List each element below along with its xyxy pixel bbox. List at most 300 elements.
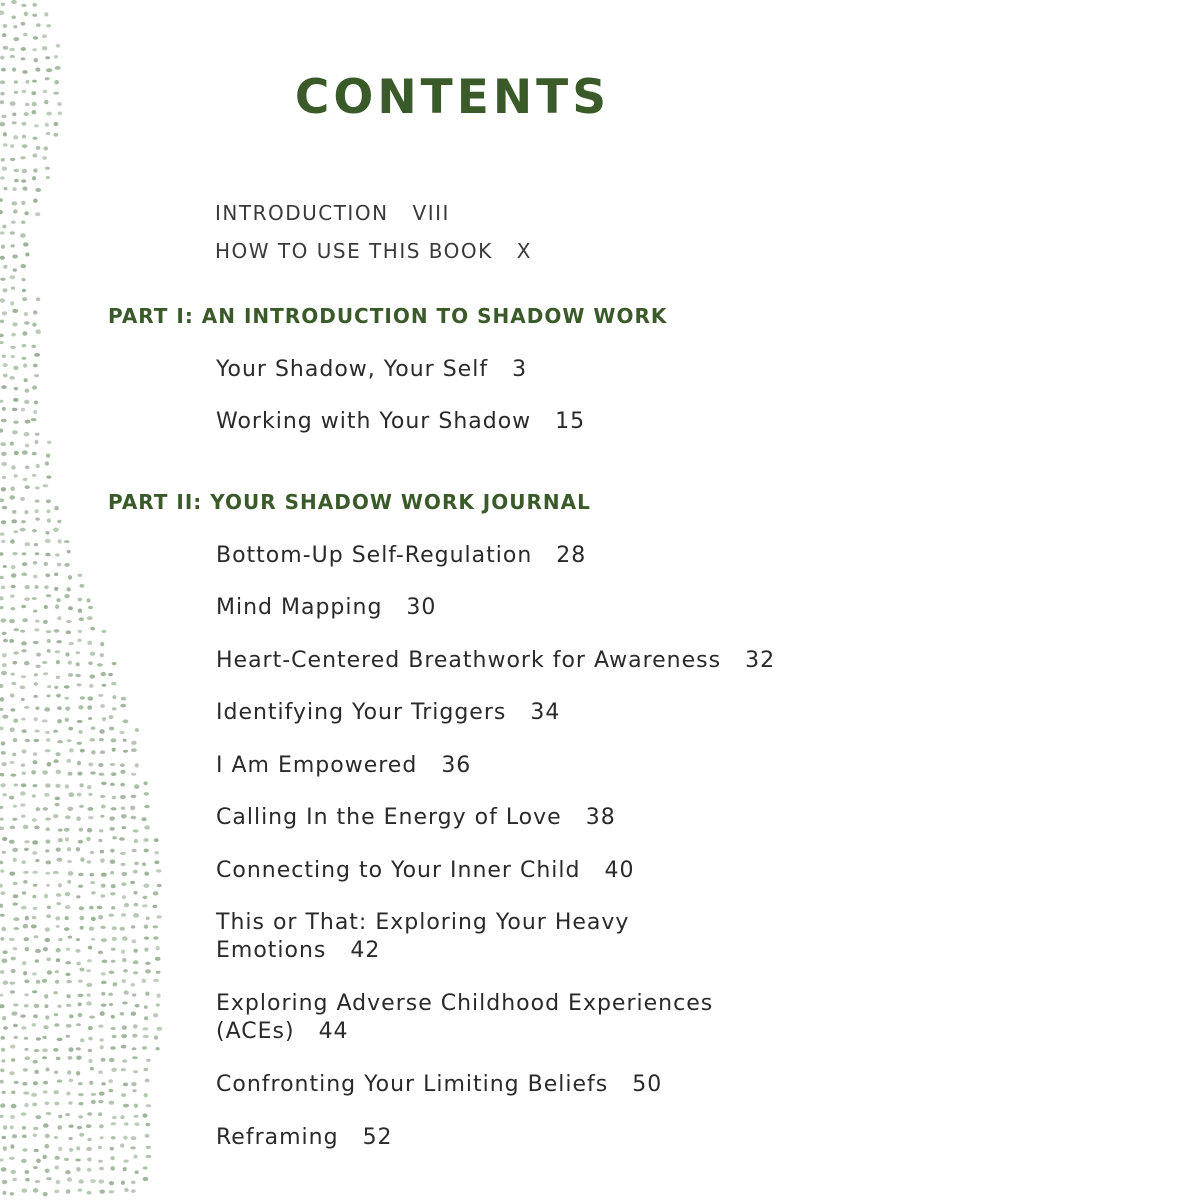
pattern-dot bbox=[35, 1180, 40, 1183]
pattern-dot bbox=[78, 980, 83, 983]
pattern-dot bbox=[122, 958, 127, 962]
pattern-dot bbox=[35, 859, 39, 862]
pattern-dot bbox=[34, 543, 38, 546]
pattern-dot bbox=[111, 1156, 115, 1160]
pattern-dot bbox=[43, 1036, 47, 1039]
pattern-dot bbox=[11, 969, 16, 973]
pattern-dot bbox=[123, 719, 129, 723]
toc-entry-label: Bottom-Up Self-Regulation bbox=[216, 543, 533, 568]
pattern-dot bbox=[54, 1102, 59, 1106]
pattern-dot bbox=[20, 233, 26, 238]
pattern-dot bbox=[135, 1004, 140, 1008]
pattern-dot bbox=[78, 1002, 82, 1006]
pattern-dot bbox=[42, 1048, 48, 1052]
pattern-dot bbox=[146, 1155, 152, 1158]
pattern-dot bbox=[35, 1115, 41, 1119]
pattern-dot bbox=[134, 903, 139, 907]
pattern-dot bbox=[23, 363, 27, 367]
pattern-dot bbox=[2, 950, 7, 954]
toc-entry[interactable] bbox=[216, 594, 436, 622]
pattern-dot bbox=[11, 585, 16, 589]
pattern-dot bbox=[131, 795, 137, 799]
pattern-dot bbox=[13, 805, 17, 808]
pattern-dot bbox=[143, 1113, 148, 1117]
pattern-dot bbox=[21, 605, 26, 608]
pattern-dot bbox=[121, 1093, 126, 1097]
pattern-dot bbox=[21, 906, 27, 910]
pattern-dot bbox=[1, 158, 5, 162]
pattern-dot bbox=[34, 585, 38, 589]
pattern-dot bbox=[13, 37, 19, 41]
pattern-dot bbox=[124, 1188, 129, 1192]
pattern-dot bbox=[112, 695, 116, 699]
pattern-dot bbox=[25, 1178, 29, 1182]
pattern-dot bbox=[22, 331, 27, 336]
pattern-dot bbox=[133, 829, 139, 832]
pattern-dot bbox=[65, 1113, 70, 1116]
pattern-dot bbox=[3, 288, 8, 292]
pattern-dot bbox=[10, 826, 16, 830]
pattern-dot bbox=[10, 708, 15, 711]
pattern-dot bbox=[1, 1048, 5, 1052]
pattern-dot bbox=[122, 936, 128, 941]
pattern-dot bbox=[78, 840, 83, 844]
pattern-dot bbox=[90, 674, 96, 678]
pattern-dot bbox=[2, 476, 6, 479]
pattern-dot bbox=[67, 847, 71, 851]
pattern-dot bbox=[87, 705, 92, 710]
pattern-dot bbox=[121, 913, 126, 917]
pattern-dot bbox=[33, 1014, 38, 1018]
pattern-dot bbox=[32, 14, 37, 17]
pattern-dot bbox=[111, 1015, 115, 1019]
toc-entry[interactable] bbox=[216, 699, 560, 727]
pattern-dot bbox=[98, 1146, 102, 1149]
pattern-dot bbox=[88, 717, 92, 720]
pattern-dot bbox=[32, 176, 36, 180]
pattern-dot bbox=[33, 784, 38, 787]
pattern-dot bbox=[80, 749, 85, 753]
pattern-dot bbox=[10, 158, 15, 161]
pattern-dot bbox=[21, 201, 26, 205]
toc-entry[interactable] bbox=[216, 752, 471, 780]
pattern-dot bbox=[2, 1016, 6, 1020]
pattern-dot bbox=[11, 333, 16, 337]
pattern-dot bbox=[101, 1082, 105, 1085]
pattern-dot bbox=[69, 1014, 73, 1018]
pattern-dot bbox=[13, 738, 18, 742]
toc-entry-page: 50 bbox=[632, 1072, 663, 1097]
pattern-dot bbox=[22, 289, 26, 292]
pattern-dot bbox=[120, 1143, 124, 1147]
pattern-dot bbox=[21, 698, 25, 701]
pattern-dot bbox=[13, 1024, 18, 1028]
pattern-dot bbox=[11, 565, 16, 569]
pattern-dot bbox=[109, 727, 115, 731]
pattern-dot bbox=[44, 994, 48, 999]
pattern-dot bbox=[64, 828, 70, 832]
pattern-dot bbox=[111, 1136, 116, 1139]
pattern-dot bbox=[32, 972, 37, 975]
pattern-dot bbox=[0, 576, 4, 580]
pattern-dot bbox=[33, 884, 38, 887]
pattern-dot bbox=[10, 442, 14, 446]
pattern-dot bbox=[153, 979, 159, 982]
pattern-dot bbox=[54, 587, 58, 591]
pattern-dot bbox=[144, 792, 149, 796]
pattern-dot bbox=[21, 641, 27, 645]
pattern-dot bbox=[23, 1068, 28, 1072]
pattern-dot bbox=[133, 913, 139, 918]
pattern-dot bbox=[21, 520, 26, 523]
pattern-dot bbox=[47, 639, 51, 643]
pattern-dot bbox=[33, 907, 38, 910]
pattern-dot bbox=[2, 225, 6, 229]
pattern-dot bbox=[153, 1013, 158, 1017]
pattern-dot bbox=[131, 748, 137, 752]
pattern-dot bbox=[111, 682, 116, 686]
pattern-dot bbox=[110, 1147, 114, 1151]
pattern-dot bbox=[66, 1092, 70, 1096]
pattern-dot bbox=[145, 962, 150, 965]
pattern-dot bbox=[110, 783, 115, 786]
toc-entry-page: 38 bbox=[585, 805, 616, 830]
pattern-dot bbox=[109, 715, 114, 719]
pattern-dot bbox=[58, 938, 62, 941]
pattern-dot bbox=[121, 1068, 126, 1071]
pattern-dot bbox=[47, 509, 51, 513]
pattern-dot bbox=[113, 982, 118, 986]
pattern-dot bbox=[76, 938, 80, 941]
pattern-dot bbox=[13, 651, 19, 654]
pattern-dot bbox=[111, 884, 116, 888]
pattern-dot bbox=[54, 55, 58, 58]
pattern-dot bbox=[11, 573, 17, 578]
pattern-dot bbox=[13, 530, 18, 533]
pattern-dot bbox=[11, 221, 16, 224]
pattern-dot bbox=[87, 1191, 92, 1195]
pattern-dot bbox=[10, 1125, 14, 1129]
pattern-dot bbox=[122, 895, 126, 899]
pattern-dot bbox=[0, 1036, 5, 1040]
pattern-dot bbox=[67, 860, 72, 863]
pattern-dot bbox=[2, 1191, 6, 1195]
toc-entry[interactable] bbox=[216, 542, 586, 570]
pattern-dot bbox=[25, 389, 30, 393]
pattern-dot bbox=[0, 1158, 4, 1161]
pattern-dot bbox=[1, 959, 7, 964]
pattern-dot bbox=[34, 717, 38, 721]
pattern-dot bbox=[75, 674, 81, 678]
pattern-dot bbox=[0, 400, 4, 403]
pattern-dot bbox=[65, 718, 69, 722]
pattern-dot bbox=[78, 598, 83, 602]
pattern-dot bbox=[110, 892, 116, 895]
pattern-dot bbox=[14, 1081, 19, 1084]
pattern-dot bbox=[66, 1035, 70, 1038]
toc-entry[interactable] bbox=[216, 1124, 393, 1152]
pattern-dot bbox=[47, 518, 51, 522]
pattern-dot bbox=[32, 48, 36, 51]
pattern-dot bbox=[46, 1112, 52, 1115]
pattern-dot bbox=[131, 983, 136, 987]
pattern-dot bbox=[33, 641, 39, 644]
pattern-dot bbox=[42, 979, 47, 983]
pattern-dot bbox=[34, 682, 38, 685]
pattern-dot bbox=[45, 749, 51, 752]
toc-entry[interactable] bbox=[216, 857, 634, 885]
pattern-dot bbox=[99, 773, 105, 776]
pattern-dot bbox=[91, 1100, 96, 1104]
pattern-dot bbox=[157, 1027, 163, 1031]
pattern-dot bbox=[100, 858, 105, 862]
toc-entry-how-to-use[interactable] bbox=[215, 239, 532, 263]
toc-entry[interactable] bbox=[216, 647, 775, 675]
pattern-dot bbox=[35, 212, 40, 216]
pattern-dot bbox=[134, 1115, 139, 1118]
pattern-dot bbox=[68, 1079, 73, 1083]
pattern-dot bbox=[99, 1190, 105, 1194]
pattern-dot bbox=[33, 168, 37, 172]
pattern-dot bbox=[108, 1079, 113, 1083]
pattern-dot bbox=[0, 442, 6, 446]
pattern-dot bbox=[90, 881, 95, 884]
pattern-dot bbox=[56, 598, 60, 602]
pattern-dot bbox=[132, 1056, 138, 1059]
pattern-dot bbox=[111, 807, 117, 810]
pattern-dot bbox=[145, 992, 149, 996]
pattern-dot bbox=[143, 1177, 149, 1181]
pattern-dot bbox=[13, 268, 17, 271]
pattern-dot bbox=[12, 661, 17, 665]
pattern-dot bbox=[58, 883, 62, 887]
pattern-dot bbox=[10, 301, 14, 305]
pattern-dot bbox=[32, 1103, 37, 1107]
pattern-dot bbox=[36, 980, 40, 984]
pattern-dot bbox=[55, 1156, 60, 1160]
pattern-dot bbox=[10, 1045, 16, 1049]
pattern-dot bbox=[20, 497, 25, 501]
pattern-dot bbox=[66, 1024, 72, 1028]
pattern-dot bbox=[21, 408, 25, 412]
pattern-dot bbox=[0, 1080, 4, 1084]
pattern-dot bbox=[80, 783, 84, 787]
pattern-dot bbox=[1, 762, 6, 766]
pattern-dot bbox=[44, 562, 49, 566]
pattern-dot bbox=[2, 506, 8, 510]
pattern-dot bbox=[133, 960, 139, 964]
pattern-dot bbox=[47, 970, 52, 974]
toc-entry-introduction[interactable] bbox=[215, 201, 450, 225]
pattern-dot bbox=[9, 840, 15, 844]
pattern-dot bbox=[64, 685, 70, 688]
pattern-dot bbox=[25, 1170, 30, 1174]
pattern-dot bbox=[24, 993, 29, 996]
pattern-dot bbox=[45, 167, 50, 170]
pattern-dot bbox=[98, 763, 103, 767]
pattern-dot bbox=[110, 1166, 115, 1171]
pattern-dot bbox=[22, 144, 28, 148]
pattern-dot bbox=[36, 1159, 41, 1163]
pattern-dot bbox=[98, 1070, 103, 1074]
pattern-dot bbox=[34, 353, 40, 357]
pattern-dot bbox=[0, 334, 4, 338]
pattern-dot bbox=[134, 1104, 138, 1108]
pattern-dot bbox=[111, 1068, 117, 1072]
pattern-dot bbox=[24, 432, 30, 437]
pattern-dot bbox=[13, 421, 19, 424]
toc-entry-label: Heart-Centered Breathwork for Awareness bbox=[216, 648, 722, 673]
pattern-dot bbox=[66, 1189, 71, 1194]
pattern-dot bbox=[76, 1167, 81, 1172]
pattern-dot bbox=[42, 1056, 47, 1059]
pattern-dot bbox=[77, 683, 82, 686]
pattern-dot bbox=[55, 970, 59, 973]
pattern-dot bbox=[3, 981, 9, 985]
pattern-dot bbox=[98, 839, 102, 843]
toc-entry[interactable] bbox=[216, 1071, 662, 1099]
pattern-dot bbox=[23, 924, 29, 928]
pattern-dot bbox=[131, 773, 136, 776]
pattern-dot bbox=[21, 344, 26, 348]
pattern-dot bbox=[124, 903, 129, 907]
pattern-dot bbox=[109, 1089, 114, 1092]
pattern-dot bbox=[10, 275, 16, 279]
pattern-dot bbox=[111, 906, 115, 909]
pattern-dot bbox=[121, 950, 125, 954]
pattern-dot bbox=[12, 902, 18, 905]
pattern-dot bbox=[109, 914, 115, 917]
pattern-dot bbox=[24, 661, 30, 665]
pattern-dot bbox=[144, 872, 149, 876]
pattern-dot bbox=[44, 793, 50, 797]
pattern-dot bbox=[65, 1170, 70, 1174]
pattern-dot bbox=[65, 652, 69, 656]
pattern-dot bbox=[131, 925, 135, 928]
pattern-dot bbox=[25, 916, 29, 921]
pattern-dot bbox=[10, 346, 16, 349]
pattern-dot bbox=[1, 891, 6, 895]
pattern-dot bbox=[121, 1181, 125, 1185]
pattern-dot bbox=[24, 312, 28, 316]
pattern-dot bbox=[154, 838, 159, 842]
pattern-dot bbox=[12, 818, 17, 821]
pattern-dot bbox=[25, 420, 31, 424]
pattern-dot bbox=[44, 1144, 49, 1149]
pattern-dot bbox=[87, 1157, 92, 1161]
pattern-dot bbox=[0, 773, 4, 777]
pattern-dot bbox=[33, 310, 38, 314]
pattern-dot bbox=[3, 1125, 7, 1129]
toc-entry[interactable] bbox=[216, 909, 656, 965]
pattern-dot bbox=[43, 484, 49, 487]
pattern-dot bbox=[132, 993, 136, 996]
pattern-dot bbox=[110, 860, 116, 864]
pattern-dot bbox=[45, 553, 50, 557]
toc-entry[interactable] bbox=[216, 804, 616, 832]
pattern-dot bbox=[9, 872, 15, 876]
toc-entry-label: HOW TO USE THIS BOOK bbox=[215, 239, 493, 263]
pattern-dot bbox=[133, 891, 137, 895]
pattern-dot bbox=[110, 871, 114, 875]
pattern-dot bbox=[100, 815, 104, 818]
pattern-dot bbox=[78, 705, 83, 709]
toc-entry-page: 34 bbox=[530, 700, 561, 725]
pattern-dot bbox=[102, 684, 107, 687]
pattern-dot bbox=[11, 486, 15, 491]
pattern-dot bbox=[32, 323, 37, 327]
pattern-dot bbox=[122, 826, 127, 829]
pattern-dot bbox=[45, 539, 51, 543]
toc-entry-page: 36 bbox=[441, 753, 472, 778]
pattern-dot bbox=[22, 450, 28, 454]
toc-entry[interactable] bbox=[216, 408, 585, 436]
pattern-dot bbox=[54, 1090, 59, 1094]
pattern-dot bbox=[111, 1122, 117, 1125]
pattern-dot bbox=[33, 752, 37, 756]
pattern-dot bbox=[3, 639, 8, 643]
pattern-dot bbox=[2, 1091, 6, 1094]
pattern-dot bbox=[1, 586, 5, 590]
pattern-dot bbox=[0, 341, 4, 344]
pattern-dot bbox=[99, 738, 104, 741]
pattern-dot bbox=[89, 1016, 95, 1019]
toc-entry-label: Exploring Adverse Childhood Experiences (ACEs) bbox=[216, 991, 714, 1044]
pattern-dot bbox=[90, 652, 96, 656]
pattern-dot bbox=[64, 1158, 69, 1161]
pattern-dot bbox=[135, 1170, 139, 1174]
pattern-dot bbox=[120, 852, 126, 855]
pattern-dot bbox=[80, 857, 84, 861]
pattern-dot bbox=[34, 401, 38, 405]
pattern-dot bbox=[57, 1079, 63, 1082]
pattern-dot bbox=[55, 650, 61, 653]
pattern-dot bbox=[141, 979, 146, 983]
pattern-dot bbox=[154, 861, 159, 865]
pattern-dot bbox=[45, 849, 49, 852]
pattern-dot bbox=[56, 676, 60, 679]
pattern-dot bbox=[98, 1100, 103, 1104]
pattern-dot bbox=[144, 1093, 148, 1097]
pattern-dot bbox=[12, 254, 18, 258]
toc-entry[interactable] bbox=[216, 356, 527, 384]
pattern-dot bbox=[67, 994, 71, 998]
pattern-dot bbox=[123, 1104, 129, 1108]
pattern-dot bbox=[22, 169, 27, 173]
pattern-dot bbox=[99, 729, 104, 734]
pattern-dot bbox=[67, 739, 72, 742]
pattern-dot bbox=[23, 880, 28, 884]
pattern-dot bbox=[86, 969, 91, 972]
pattern-dot bbox=[31, 924, 37, 928]
pattern-dot bbox=[43, 1081, 48, 1085]
toc-entry[interactable] bbox=[216, 990, 736, 1046]
pattern-dot bbox=[25, 585, 30, 589]
pattern-dot bbox=[34, 628, 39, 631]
pattern-dot bbox=[132, 1047, 137, 1050]
pattern-dot bbox=[120, 795, 126, 799]
pattern-dot bbox=[35, 949, 41, 953]
pattern-dot bbox=[32, 851, 37, 855]
pattern-dot bbox=[80, 696, 85, 700]
pattern-dot bbox=[64, 697, 69, 700]
pattern-dot bbox=[43, 620, 48, 624]
pattern-dot bbox=[43, 1155, 47, 1159]
pattern-dot bbox=[100, 1045, 104, 1049]
pattern-dot bbox=[123, 1167, 127, 1171]
pattern-dot bbox=[78, 1189, 83, 1192]
pattern-dot bbox=[22, 749, 27, 753]
